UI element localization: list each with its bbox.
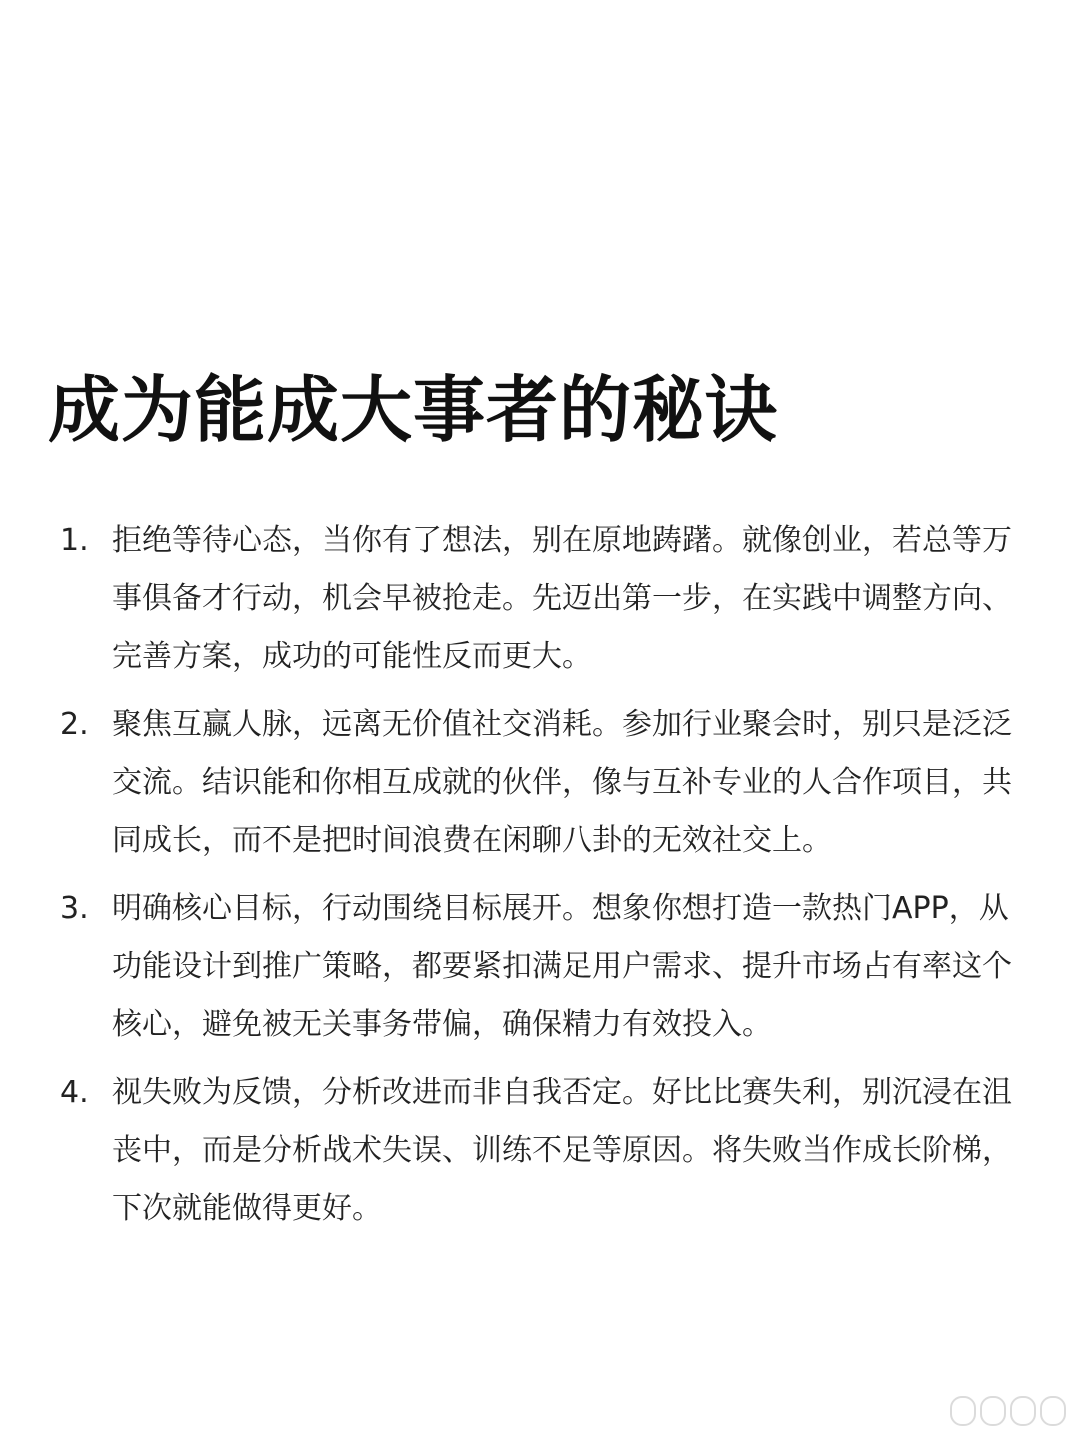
list-item-text: 聚焦互赢人脉，远离无价值社交消耗。参加行业聚会时，别只是泛泛交流。结识能和你相互成就的伙伴，像与互补专业的人合作项目，共同成长，而不是把时间浪费在闲聊八卦的无效社交上。: [112, 707, 1012, 858]
list-item: [0, 696, 1080, 870]
list-item-number: 3.: [60, 891, 89, 926]
watermark-mark-icon: [950, 1396, 976, 1426]
list-item: [0, 512, 1080, 686]
list-item-number: 1.: [60, 523, 89, 558]
watermark-mark-icon: [1040, 1396, 1066, 1426]
watermark-mark-icon: [980, 1396, 1006, 1426]
list-item: [0, 880, 1080, 1054]
list-item-text: 明确核心目标，行动围绕目标展开。想象你想打造一款热门APP，从功能设计到推广策略，都要紧扣满足用户需求、提升市场占有率这个核心，避免被无关事务带偏，确保精力有效投入。: [112, 891, 1012, 1042]
page-title: 成为能成大事者的秘诀: [48, 368, 779, 452]
tips-list: [0, 512, 1080, 1248]
list-item-text: 视失败为反馈，分析改进而非自我否定。好比比赛失利，别沉浸在沮丧中，而是分析战术失误、训练不足等原因。将失败当作成长阶梯，下次就能做得更好。: [112, 1075, 1012, 1226]
watermark-mark-icon: [1010, 1396, 1036, 1426]
list-item: [0, 1064, 1080, 1238]
list-item-number: 2.: [60, 707, 89, 742]
list-item-text: 拒绝等待心态，当你有了想法，别在原地踌躇。就像创业，若总等万事俱备才行动，机会早被抢走。先迈出第一步，在实践中调整方向、完善方案，成功的可能性反而更大。: [112, 523, 1012, 674]
watermark-logo: [950, 1396, 1066, 1426]
list-item-number: 4.: [60, 1075, 89, 1110]
